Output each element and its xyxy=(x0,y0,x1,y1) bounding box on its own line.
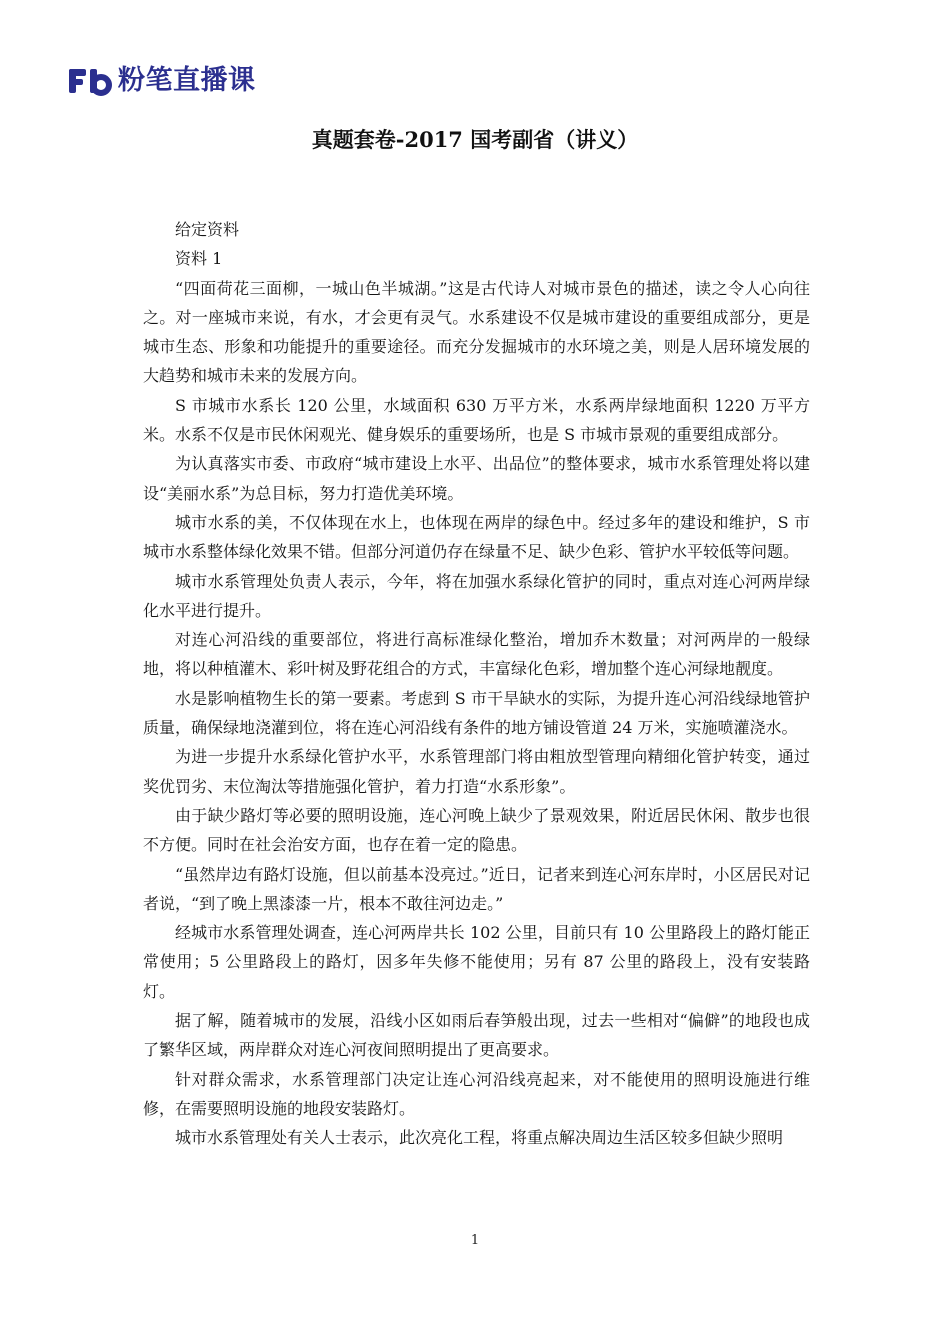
section-heading: 给定资料 xyxy=(175,220,240,239)
body-paragraph: S 市城市水系长 120 公里，水域面积 630 万平方米，水系两岸绿地面积 1220 万平方米。水系不仅是市民休闲观光、健身娱乐的重要场所，也是 S 市城市景观的重要组成部分。 xyxy=(143,395,810,445)
body-paragraph: 对连心河沿线的重要部位，将进行高标准绿化整治，增加乔木数量；对河两岸的一般绿地，将以种植灌木、彩叶树及野花组合的方式，丰富绿化色彩，增加整个连心河绿地靓度。 xyxy=(143,630,810,679)
body-paragraph: 针对群众需求，水系管理部门决定让连心河沿线亮起来，对不能使用的照明设施进行维修，在需要照明设施的地段安装路灯。 xyxy=(143,1069,810,1118)
body-paragraph: 据了解，随着城市的发展，沿线小区如雨后春笋般出现，过去一些相对“偏僻”的地段也成了繁华区域，两岸群众对连心河夜间照明提出了更高要求。 xyxy=(143,1011,810,1060)
brand-header xyxy=(68,64,256,98)
body-paragraph: 为进一步提升水系绿化管护水平，水系管理部门将由粗放型管理向精细化管护转变，通过奖优罚劣、末位淘汰等措施强化管护，着力打造“水系形象”。 xyxy=(143,747,810,796)
document-title: 真题套卷-2017 国考副省（讲义） xyxy=(311,127,639,152)
body-paragraph: 为认真落实市委、市政府“城市建设上水平、出品位”的整体要求，城市水系管理处将以建设“美丽水系”为总目标，努力打造优美环境。 xyxy=(143,454,810,503)
body-paragraph: 城市水系的美，不仅体现在水上，也体现在两岸的绿色中。经过多年的建设和维护，S 市城市水系整体绿化效果不错。但部分河道仍存在绿量不足、缺少色彩、管护水平较低等问题。 xyxy=(143,512,810,562)
body-paragraph: 城市水系管理处有关人士表示，此次亮化工程，将重点解决周边生活区较多但缺少照明 xyxy=(175,1128,784,1148)
body-paragraph: “虽然岸边有路灯设施，但以前基本没亮过。”近日，记者来到连心河东岸时，小区居民对记者说，“到了晚上黑漆漆一片，根本不敢往河边走。” xyxy=(143,864,810,913)
material-label: 资料 1 xyxy=(175,249,223,269)
body-paragraph: 由于缺少路灯等必要的照明设施，连心河晚上缺少了景观效果，附近居民休闲、散步也很不方便。同时在社会治安方面，也存在着一定的隐患。 xyxy=(143,805,810,855)
brand-name: 粉笔直播课 xyxy=(118,65,256,96)
body-paragraph: 经城市水系管理处调查，连心河两岸共长 102 公里，目前只有 10 公里路段上的路灯能正常使用；5 公里路段上的路灯，因多年失修不能使用；另有 87 公里的路段上，没有安装路灯。 xyxy=(143,923,810,1001)
fb-logo-icon xyxy=(68,66,112,96)
body-paragraph: 水是影响植物生长的第一要素。考虑到 S 市干旱缺水的实际，为提升连心河沿线绿地管护质量，确保绿地浇灌到位，将在连心河沿线有条件的地方铺设管道 24 万米，实施喷灌浇水。 xyxy=(143,688,810,738)
body-paragraph: “四面荷花三面柳，一城山色半城湖。”这是古代诗人对城市景色的描述，读之令人心向往之。对一座城市来说，有水，才会更有灵气。水系建设不仅是城市建设的重要组成部分，更是城市生态、形象和功能提升的重要途径。而充分发掘城市的水环境之美，则是人居环境发展的大趋势和城市未来的发展方向。 xyxy=(143,278,810,386)
page-number: 1 xyxy=(470,1233,480,1248)
body-paragraph: 城市水系管理处负责人表示，今年，将在加强水系绿化管护的同时，重点对连心河两岸绿化水平进行提升。 xyxy=(143,571,810,620)
document-body xyxy=(143,215,810,1153)
